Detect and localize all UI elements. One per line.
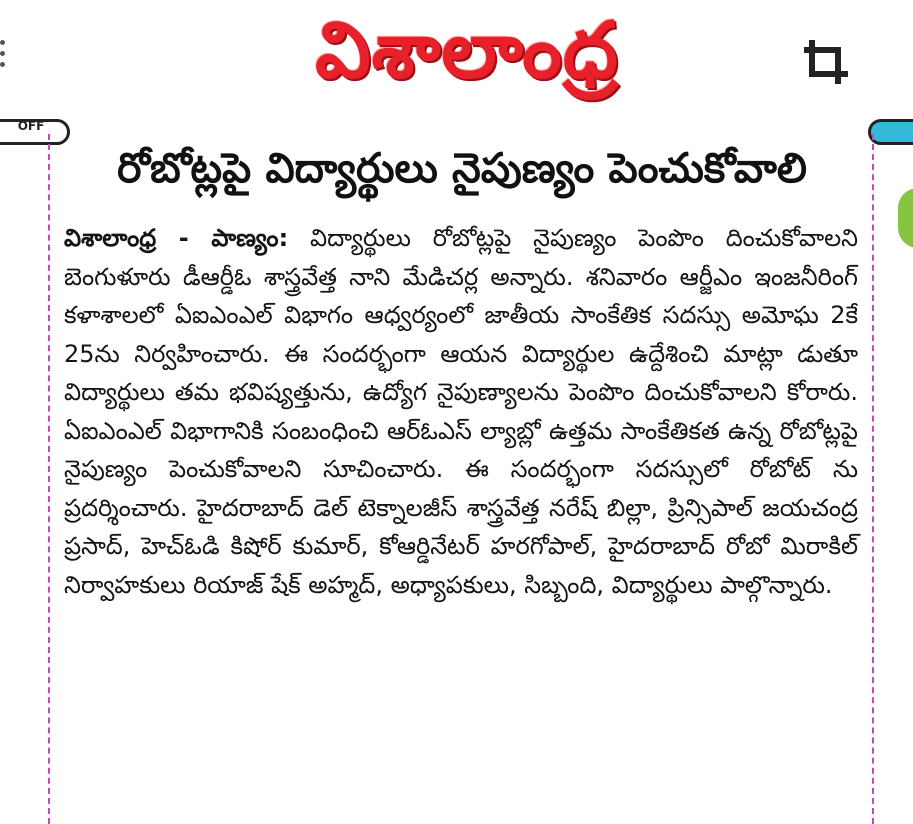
article-body [64,219,858,604]
article-headline: రోబోట్లపై విద్యార్థులు నైపుణ్యం పెంచుకోవాలి [117,144,807,192]
badge-left-label: OFF [17,119,45,133]
crop-icon[interactable] [800,36,852,88]
newspaper-masthead-logo: విశాలాంధ్ర [315,5,619,96]
article-dateline: విశాలాంధ్ర - పాణ్యం: [64,224,289,252]
floating-action-button[interactable] [898,188,913,248]
more-vert-icon[interactable] [0,40,6,80]
ad-badge-right [868,119,913,145]
article-body-text: విద్యార్థులు రోబోట్లపై నైపుణ్యం పెంపొం దించుకోవాలని బెంగుళూరు డీఆర్డీఓ శాస్త్రవేత్త నాని మేడిచర్ల అన్నారు. శనివారం ఆర్జీఎం ఇంజనీరింగ్ కళాశాలలో ఏఐఎంఎల్ విభాగం ఆధ్వర్యంలో జాతీయ సాంకేతిక సదస్సు అమోఘ 2కే 25ను నిర్వహించారు. ఈ సందర్భంగా ఆయన విద్యార్థుల ఉద్దేశించి మాట్లా డుతూ విద్యార్థులు తమ భవిష్యత్తును, ఉద్యోగ నైపుణ్యాలను పెంపొం దించుకోవాలని కోరారు. ఏఐఎంఎల్ విభాగానికి సంబంధించి ఆర్ఓఎస్ ల్యాబ్లో ఉత్తమ సాంకేతికత ఉన్న రోబోట్లపై నైపుణ్యం పెంచుకోవాలని సూచించారు. ఈ సందర్భంగా సదస్సులో రోబోట్ ను ప్రదర్శించారు. హైదరాబాద్ డెల్ టెక్నాలజీస్ శాస్త్రవేత్త నరేష్ బిల్లా, ప్రిన్సిపాల్ జయచంద్ర ప్రసాద్, హెచ్ఓడి కిషోర్ కుమార్, కోఆర్డినేటర్ హరగోపాల్, హైదరాబాద్ రోబో మిరాకిల్ నిర్వాహకులు రియాజ్ షేక్ అహ్మద్, అధ్యాపకులు, సిబ్బంది, విద్యార్థులు పాల్గొన్నారు. [64,224,858,599]
top-bar [0,0,913,128]
